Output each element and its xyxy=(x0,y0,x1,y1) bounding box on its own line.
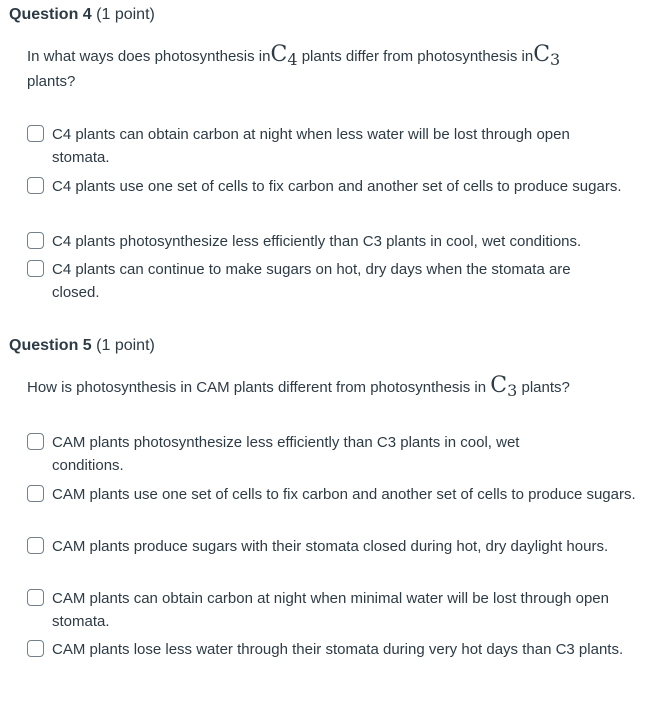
question-4-prompt-end: plants? xyxy=(27,73,76,90)
checkbox[interactable] xyxy=(27,232,44,249)
option-label: C4 plants use one set of cells to fix carbon and another set of cells to produce sugars. xyxy=(52,178,622,195)
checkbox[interactable] xyxy=(27,640,44,657)
question-5-title: Question 5 xyxy=(9,337,92,354)
question-4-points: (1 point) xyxy=(96,6,155,23)
checkbox[interactable] xyxy=(27,125,44,142)
option-label: C4 plants can continue to make sugars on hot, dry days when the stomata are closed. xyxy=(52,261,571,301)
option-label: CAM plants use one set of cells to fix carbon and another set of cells to produce sugars. xyxy=(52,486,636,503)
option-label: CAM plants can obtain carbon at night when minimal water will be lost through open stomata. xyxy=(52,590,609,630)
question-4-header xyxy=(9,5,155,25)
question-4-prompt-start: In what ways does photosynthesis in xyxy=(27,48,271,65)
option-label: CAM plants produce sugars with their stomata closed during hot, dry daylight hours. xyxy=(52,538,609,555)
question-4-title: Question 4 xyxy=(9,6,92,23)
checkbox[interactable] xyxy=(27,537,44,554)
question-4-prompt-middle: plants differ from photosynthesis in xyxy=(301,48,534,65)
question-4-math-c3: $C_3$ xyxy=(533,42,561,69)
question-5-prompt-start: How is photosynthesis in CAM plants different from photosynthesis in xyxy=(27,379,487,396)
question-5-header xyxy=(9,336,155,356)
question-5-math-c3: $C_3$ xyxy=(490,373,518,400)
question-4-math-c4: $C_4$ xyxy=(270,42,298,69)
question-4-prompt xyxy=(27,42,627,94)
question-5-points: (1 point) xyxy=(96,337,155,354)
option-label: CAM plants lose less water through their stomata during very hot days than C3 plants. xyxy=(52,641,624,658)
checkbox[interactable] xyxy=(27,485,44,502)
option-label: C4 plants can obtain carbon at night when less water will be lost through open stomata. xyxy=(52,126,570,166)
checkbox[interactable] xyxy=(27,177,44,194)
checkbox[interactable] xyxy=(27,433,44,450)
option-label: CAM plants photosynthesize less efficiently than C3 plants in cool, wet conditions. xyxy=(52,434,520,474)
option-label: C4 plants photosynthesize less efficiently than C3 plants in cool, wet conditions. xyxy=(52,233,582,250)
question-5-prompt xyxy=(27,373,627,400)
question-5-prompt-end: plants? xyxy=(521,379,570,396)
checkbox[interactable] xyxy=(27,260,44,277)
checkbox[interactable] xyxy=(27,589,44,606)
